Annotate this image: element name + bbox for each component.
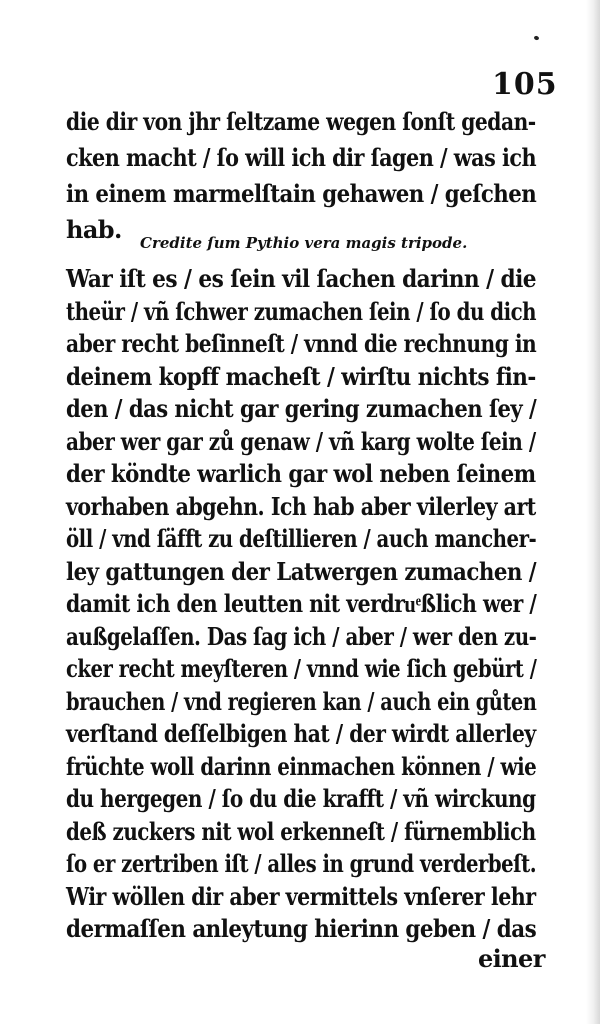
text-line: brauchen / vnd regieren kan / auch ein gůten: [66, 686, 537, 716]
page-edge-shadow: [586, 0, 600, 1024]
ink-speck: [533, 35, 539, 40]
text-line: hab.: [66, 215, 122, 244]
text-line: verſtand deſſelbigen hat / der wirdt allerley: [66, 719, 536, 748]
text-line: aber recht beſinneſt / vnnd die rechnung in: [66, 329, 537, 358]
text-line: öll / vnd ſäfft zu deſtillieren / auch mancher-: [66, 524, 537, 553]
text-line: theür / vñ ſchwer zumachen ſein / ſo du dich: [66, 296, 537, 326]
text-line: Wir wöllen dir aber vermittels vnſerer lehr: [66, 881, 536, 911]
text-line: aber wer gar zů genaw / vñ karg wolte ſein /: [66, 426, 536, 456]
text-line: deß zuckers nit wol erkenneſt / fürnemblich: [66, 816, 536, 846]
text-line: dermaſſen anleytung hierinn geben / das: [66, 914, 537, 943]
text-line: den / das nicht gar gering zumachen ſey /: [66, 394, 537, 423]
text-line: außgelaſſen. Das ſag ich / aber / wer den zu-: [66, 621, 537, 651]
text-line: du hergegen / ſo du die krafft / vñ wirckung: [66, 784, 536, 813]
text-line: cken macht / ſo will ich dir ſagen / was ich: [66, 143, 537, 172]
text-line: früchte woll darinn einmachen können / wie: [66, 751, 537, 781]
text-line: ley gattungen der Latwergen zumachen /: [66, 556, 537, 586]
text-line: vorhaben abgehn. Ich hab aber vilerley art: [66, 491, 536, 521]
latin-motto: Credite ſum Pythio vera magis tripode.: [140, 234, 468, 252]
catchword: einer: [478, 944, 545, 973]
page-number: 105: [492, 67, 558, 102]
text-line: deinem kopff macheſt / wirſtu nichts fin-: [66, 361, 536, 391]
text-line: die dir von jhr ſeltzame wegen ſonſt gedan-: [66, 107, 536, 136]
text-line: War iſt es / es ſein vil ſachen darinn / die: [66, 264, 536, 293]
text-line: in einem marmelſtain gehawen / geſchen: [66, 179, 537, 208]
text-line: ſo er zertriben iſt / alles in grund verderbeſt.: [66, 849, 537, 878]
text-line: cker recht meyſteren / vnnd wie ſich gebürt /: [66, 654, 537, 683]
text-line: der köndte warlich gar wol neben ſeinem: [66, 459, 536, 488]
text-line: damit ich den leutten nit verdruͤßlich wer /: [66, 589, 537, 618]
